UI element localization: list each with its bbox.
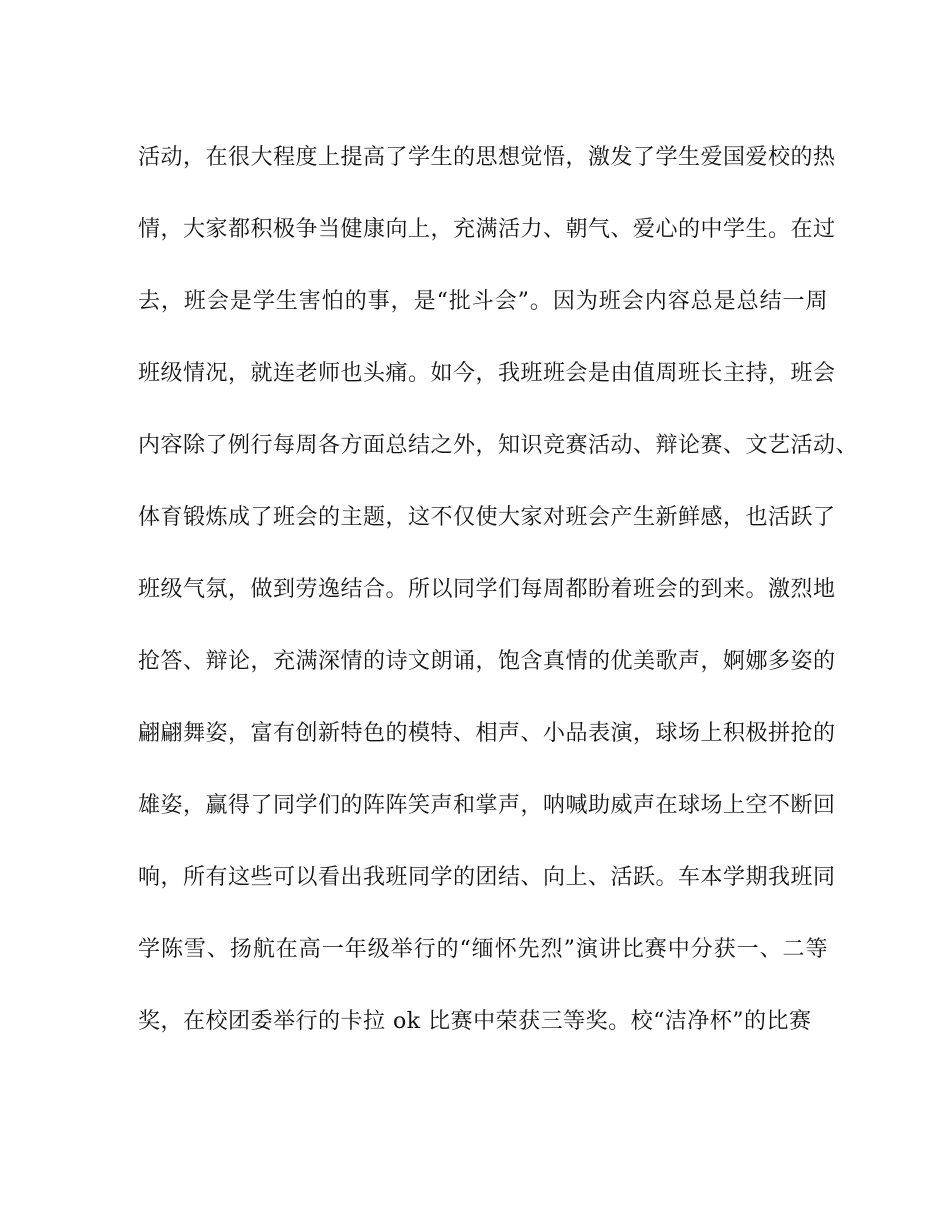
text-line-3: 去，班会是学生害怕的事，是“批斗会”。因为班会内容总是总结一周 xyxy=(138,289,828,314)
text-line-5: 内容除了例行每周各方面总结之外，知识竞赛活动、辩论赛、文艺活动、 xyxy=(138,433,859,458)
text-line-7: 班级气氛，做到劳逸结合。所以同学们每周都盼着班会的到来。激烈地 xyxy=(138,577,836,602)
text-line-4: 班级情况，就连老师也头痛。如今，我班班会是由值周班长主持，班会 xyxy=(138,361,836,386)
text-line-8: 抢答、辩论，充满深情的诗文朗诵，饱含真情的优美歌声，婀娜多姿的 xyxy=(138,649,836,674)
text-line-2: 情，大家都积极争当健康向上，充满活力、朝气、爱心的中学生。在过 xyxy=(138,217,836,242)
text-line-12: 学陈雪、扬航在高一年级举行的“缅怀先烈”演讲比赛中分获一、二等 xyxy=(138,937,828,962)
text-line-1: 活动，在很大程度上提高了学生的思想觉悟，激发了学生爱国爱校的热 xyxy=(138,145,836,170)
text-line-11: 响，所有这些可以看出我班同学的团结、向上、活跃。车本学期我班同 xyxy=(138,865,836,890)
text-line-6: 体育锻炼成了班会的主题，这不仅使大家对班会产生新鲜感，也活跃了 xyxy=(138,505,836,530)
text-line-10: 雄姿，赢得了同学们的阵阵笑声和掌声，呐喊助威声在球场上空不断回 xyxy=(138,793,836,818)
text-line-13: 奖，在校团委举行的卡拉 ok 比赛中荣获三等奖。校“洁净杯”的比赛 xyxy=(138,1009,812,1034)
body-text xyxy=(138,138,859,1074)
text-line-9: 翩翩舞姿，富有创新特色的模特、相声、小品表演，球场上积极拼抢的 xyxy=(138,721,836,746)
